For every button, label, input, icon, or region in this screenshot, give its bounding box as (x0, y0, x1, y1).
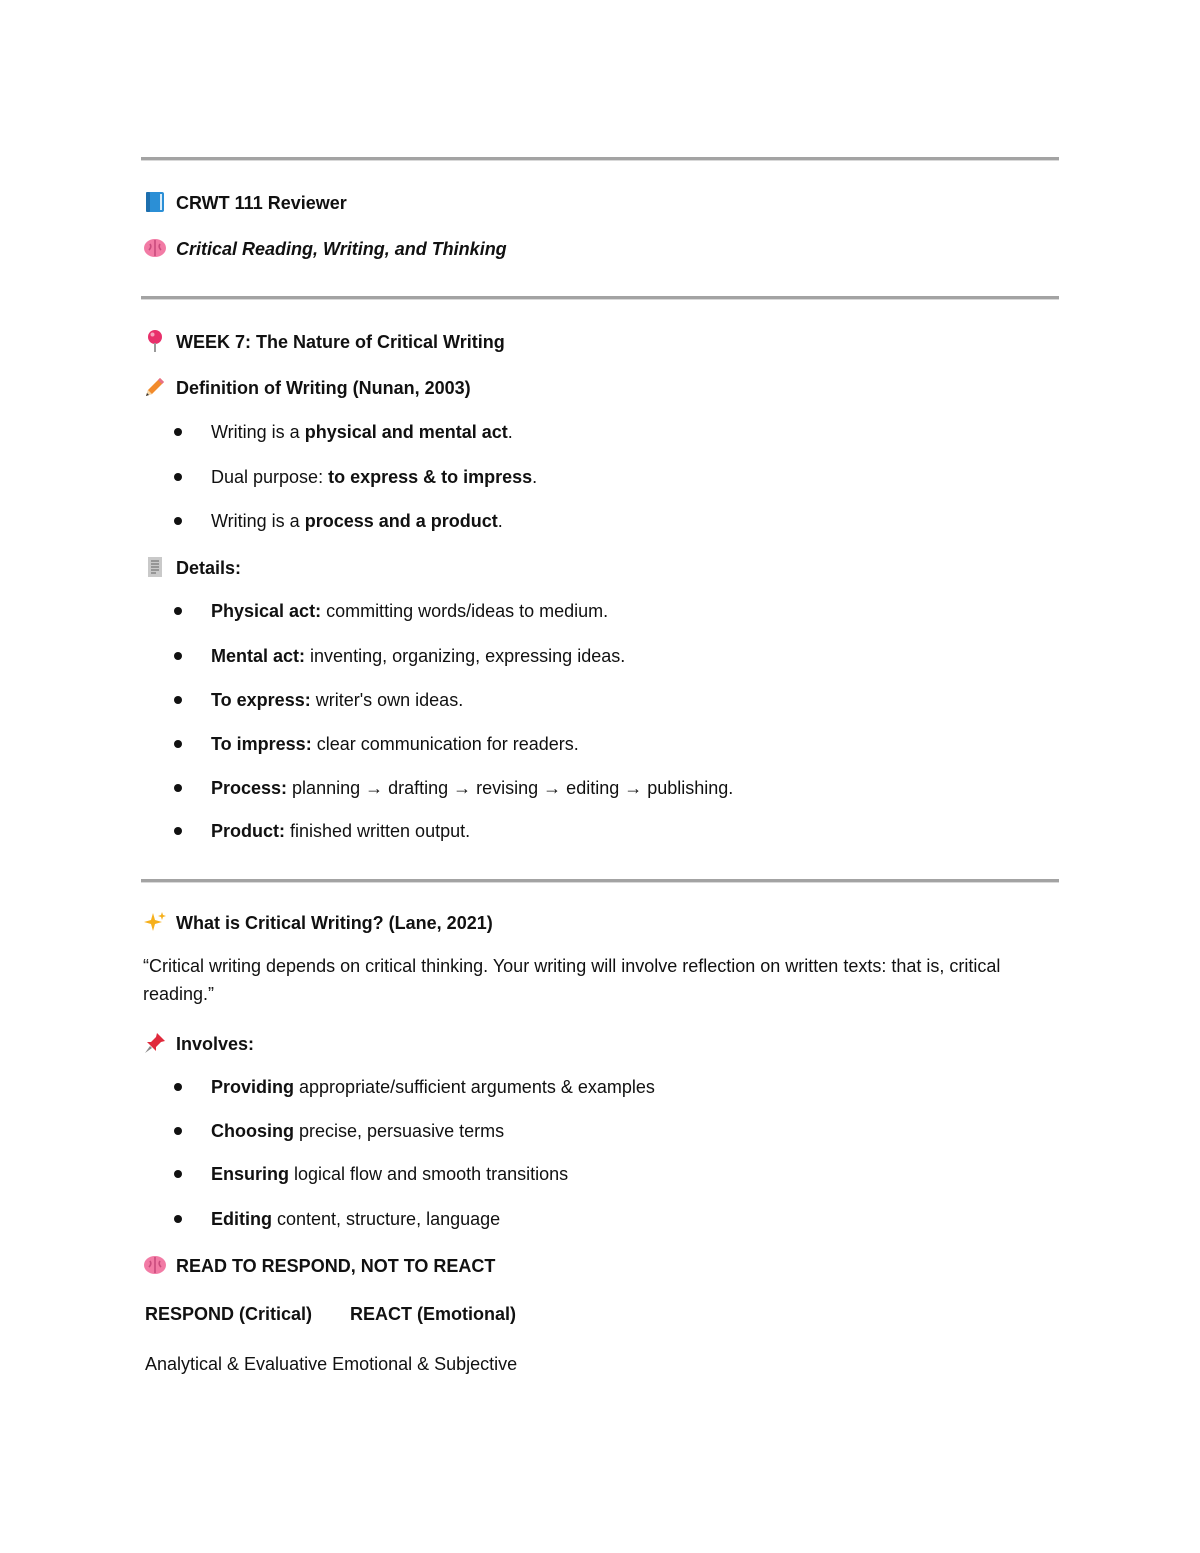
bullet (174, 1170, 182, 1178)
list-item: Choosing precise, persuasive terms (211, 1121, 505, 1141)
details-heading: Details: (143, 555, 241, 580)
list-item: Editing content, structure, language (211, 1209, 501, 1229)
document-title: CRWT 111 Reviewer (143, 190, 347, 215)
bullet (174, 607, 182, 615)
list-item: Writing is a process and a product. (211, 511, 503, 531)
brain-icon (143, 1253, 167, 1277)
pencil-icon (143, 375, 167, 399)
bullet (174, 696, 182, 704)
sparkles-icon (143, 910, 167, 934)
bullet (174, 740, 182, 748)
bullet (174, 784, 182, 792)
list-item: Product: finished written output. (211, 821, 471, 841)
list-item: To impress: clear communication for readers. (211, 734, 579, 754)
comparison-row: Analytical & Evaluative Emotional & Subjective (145, 1354, 518, 1374)
pushpin-icon (143, 1031, 167, 1055)
horizontal-rule (141, 157, 1059, 161)
list-item: Ensuring logical flow and smooth transitions (211, 1164, 569, 1184)
bullet (174, 473, 182, 481)
critical-writing-quote: “Critical writing depends on critical thinking. Your writing will involve reflection on written texts: that is, critical reading.” (143, 956, 1001, 1004)
respond-column-header: RESPOND (Critical) (145, 1304, 313, 1324)
bullet (174, 1127, 182, 1135)
critical-writing-heading: What is Critical Writing? (Lane, 2021) (143, 910, 493, 935)
bullet (174, 1215, 182, 1223)
bullet (174, 517, 182, 525)
involves-heading: Involves: (143, 1031, 254, 1056)
bullet (174, 428, 182, 436)
bullet (174, 652, 182, 660)
respond-heading: READ TO RESPOND, NOT TO REACT (143, 1253, 495, 1278)
brain-icon (143, 236, 167, 260)
blue-book-icon (143, 190, 167, 214)
list-item: Process: planning → drafting → revising → editing → publishing. (211, 778, 734, 798)
definition-heading: Definition of Writing (Nunan, 2003) (143, 375, 471, 400)
list-item: To express: writer's own ideas. (211, 690, 464, 710)
list-item: Mental act: inventing, organizing, expressing ideas. (211, 646, 626, 666)
list-item: Dual purpose: to express & to impress. (211, 467, 538, 487)
bullet (174, 827, 182, 835)
page-icon (143, 555, 167, 579)
round-pushpin-icon (143, 329, 167, 353)
bullet (174, 1083, 182, 1091)
horizontal-rule (141, 296, 1059, 300)
list-item: Writing is a physical and mental act. (211, 422, 513, 442)
document-subtitle: Critical Reading, Writing, and Thinking (143, 236, 507, 261)
week-heading: WEEK 7: The Nature of Critical Writing (143, 329, 505, 354)
list-item: Physical act: committing words/ideas to medium. (211, 601, 609, 621)
horizontal-rule (141, 879, 1059, 883)
list-item: Providing appropriate/sufficient arguments & examples (211, 1077, 655, 1097)
react-column-header: REACT (Emotional) (350, 1304, 516, 1324)
